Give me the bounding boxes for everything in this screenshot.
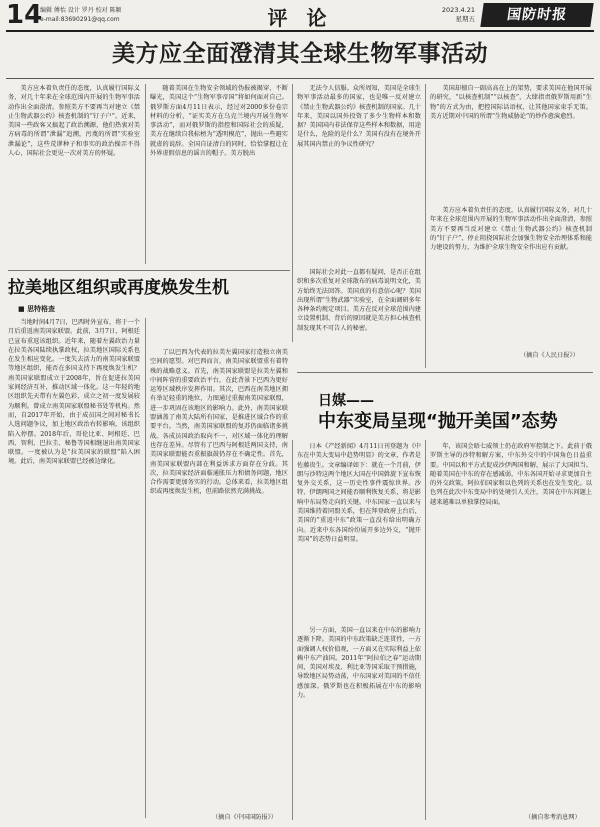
article3-col-1: 日本《产经新闻》4月11日刊登题为《中东在中美大变局中趋势明显》的文章，作者是佐藤贵生。文章编译如下：就在一个月前，伊朗与沙特这两个地区大国在中国斡旋下宣布恢复外交关系，这一历史性事件震惊世界。沙特、伊朗两国之间能否顺利恢复关系，将是影响中东局势走向的关键。中东国家一直以来与美国维持着同盟关系，但在拜登政府上台后，美国的“重返中东”政策一直没有给出明确方向。近来中东各国纷纷展开多边外交，“抛开美国”的态势日益明显。	[297, 443, 421, 543]
main-article-col-4: 国际社会对此一直都有疑问，是否正在组织和多次重复对全球散布的病毒说明文化，美方始终无法回答。美国真的有意信心呢？美国出现所谓“生物武器”实验室，在全面调研多年各种条约规定项目。美方在反对全球范围内建立设置机制、背后的原因就是美方担心核查机制发现其不可告人的秘密。	[297, 269, 421, 332]
main-article-source: （摘自《人民日报》）	[520, 352, 579, 359]
column-divider	[292, 84, 293, 342]
author-name: 思特格查	[27, 305, 56, 313]
right-col-conclusion: 美方应本着负责任的态度，认真履行国际义务，对几十年来在全球范围内开展的生物军事活动作出全面澄清，参照美方不要再当反对建立《禁止生物武器公约》核查机制的“钉子户”，停止阻挠国际社会加强生物安全治理体系和能力建设的努力，为维护全球生物安全作出应有贡献。	[430, 207, 592, 252]
right-col-top: 美国却擅自一副高高在上的架势，要求美国在他国开展的研究，“以核查机制”“以核查”，大肆指责俄罗斯用新“生物”的方式为由，把控国际话语权，让其他国家束手无策。美方近期对中国的所谓“生物威胁论”的炒作愈演愈烈。	[430, 85, 592, 120]
main-article-col-1: 美方应本着负责任的态度，认真履行国际义务，对几十年来在全球范围内开展的生物军事活动作出全面澄清。参照美方不要再当对建立《禁止生物武器公约》核查机制的“钉子户”。近来，美国一些政客又搞起了政治溯源，他们热衷对美方病毒的所谓“泄漏”追溯，污蔑的所谓“实验室泄漏论”，这些荒谬种子和事实的政治操弄不得人心，国际社会更见一次对美方的怀疑。	[8, 85, 140, 158]
section-title: 评 论	[267, 6, 333, 30]
headline-rule	[6, 78, 594, 79]
page-number: 14	[6, 0, 43, 30]
weekday-line: 星期五	[455, 15, 475, 23]
main-headline: 美方应全面澄清其全球生物军事活动	[112, 41, 488, 67]
article2-col-2: 了以巴西为代表的拉美左翼国家打造独立南美空间的愿望。对巴西而言，南美国家联盟重有着特殊的战略意义。首先，南美国家联盟是拉美左翼和中间阵营的重要政治平台，在此背景下巴西为更好运筹区域秩序发挥作用。其次，巴西在南美地区拥有举足轻重的地位，力图通过重振南美国家联盟，进一步巩固在该地区的影响力。此外，南美国家联盟涵盖了南美大陆所有国家，是推进区域合作的重要平台。当然，南美国家联盟的复苏仍面临诸多挑战。各成员国政治取向不一，对区域一体化的理解也存在差异。尽管有了巴西与阿根廷两国支持，南美国家联盟能否重振旗鼓仍存在不确定性。首先，南美国家联盟内部在利益诉求方面存在分歧。其次，拉美国家经济面临通胀压力和债务问题，地区合作需要更加务实的行动。总体来看，拉美地区组织或再度焕发生机，但前路依然充满挑战。	[150, 349, 288, 496]
article3-kicker: 日媒——	[318, 393, 374, 409]
newspaper-logo: 国防时报	[480, 3, 593, 27]
column-divider	[425, 440, 426, 820]
column-divider	[425, 84, 426, 368]
article2-col-1: 当地时间4月7日，巴西时外宣布，将于一个月后重返南美国家联盟。此前，3月7日，阿根廷已宣布重返该组织。近年来，随着左翼政治力量在拉美各国陆续执掌政权，拉美地区国际关系也在发生相应变化。一度失去活力的南美国家联盟等地区组织，能否在多国支持下再度焕发生机？南美国家联盟成立于2008年，旨在促进拉美国家间经济互补，推动区域一体化。这一年轻的地区组织先天带有左翼色彩，成立之初一度发展较为顺利。曾成立南美国家联盟秘书处等机构。然而，自2017年开始，由于成员国之间对秘书长人选问题争议，加上地区政治右转影响，该组织陷入停摆。2018年后，哥伦比亚、阿根廷、巴西、智利、巴拉圭、秘鲁等国相继退出南美国家联盟。一度被认为是“拉美国家的联盟”陷入困境。此后，南美国家联盟已经被边缘化。	[8, 319, 140, 466]
column-divider	[292, 440, 293, 820]
main-article-col-2: 随着美国在生物安全领域的伪报被揭穿，不断曝光，美国这个“生物军事帝国”将如何面对自己。俄罗斯方面4月11日表示，经过对2000多份卷宗材料的分析，“证实美方在乌克兰境内开展生物军事活动”，而对俄罗斯的指控和国际社会的质疑，美方在继续自我标榜为“透明模范”，抛出一些避实就虚的说辞。全国自证清白的同时，恰恰掌握让在外界虚假信息的谣言的帽子。美方脱出	[150, 85, 288, 158]
article3-source: （摘自参考消息网）	[525, 814, 581, 821]
article-divider	[297, 372, 593, 373]
editor-line: 编辑 傅怡 设计 罗丹 校对 陈颖	[40, 7, 122, 14]
column-divider	[145, 84, 146, 264]
article3-title: 中东变局呈现“抛开美国”态势	[318, 411, 558, 432]
date-line: 2023.4.21	[441, 6, 475, 14]
article3-col-3: 年，该国会晤七威领土仍在政府军控制之下。此前于俄罗斯主导的沙特和解方案，中东外交中的中国角色日益重要。中国以和平方式促成沙伊两国和解，展示了大国担当。随着美国在中东的存在感减弱，中东各国开始寻求更加自主的外交政策。阿拉伯国家和以色列的关系也在发生变化。以色列在此次中东变局中的处境引人关注，美国在中东问题上越来越难以单独掌控局面。	[430, 443, 592, 506]
article-divider	[8, 270, 290, 271]
article3-col-2: 另一方面，美国一直以来在中东的影响力逐渐下降。美国的中东政策缺乏连贯性，一方面强调人权价值观，一方面又在实际利益上依赖中东产油国。2011年“阿拉伯之春”运动期间，美国对埃及、利比亚等国采取干预措施，导致地区局势动荡，中东国家对美国的不信任感加深。俄罗斯也在积极拓展在中东的影响力。	[297, 627, 421, 700]
article2-author: ■ 思特格查	[18, 305, 56, 313]
issue-date	[423, 6, 475, 24]
main-article-col-3: 无法令人信服。众所周知，美国是全球生物军事活动最多的国家，也是唯一反对建立《禁止生物武器公约》核查机制的国家。几十年来，美国以国外投资了多少生物样本和数据？美国国内非法保存这些样本和数据，用途是什么，危险的是什么？美国有没有在境外开展其国内禁止的争议性研究？	[297, 85, 421, 148]
article2-title: 拉美地区组织或再度焕发生机	[8, 278, 229, 298]
header-rule	[6, 30, 594, 32]
column-divider	[145, 318, 146, 818]
email-line: e-mail:83690291@qq.com	[40, 16, 120, 23]
article2-source: （摘自《中国国防报》）	[212, 814, 277, 821]
